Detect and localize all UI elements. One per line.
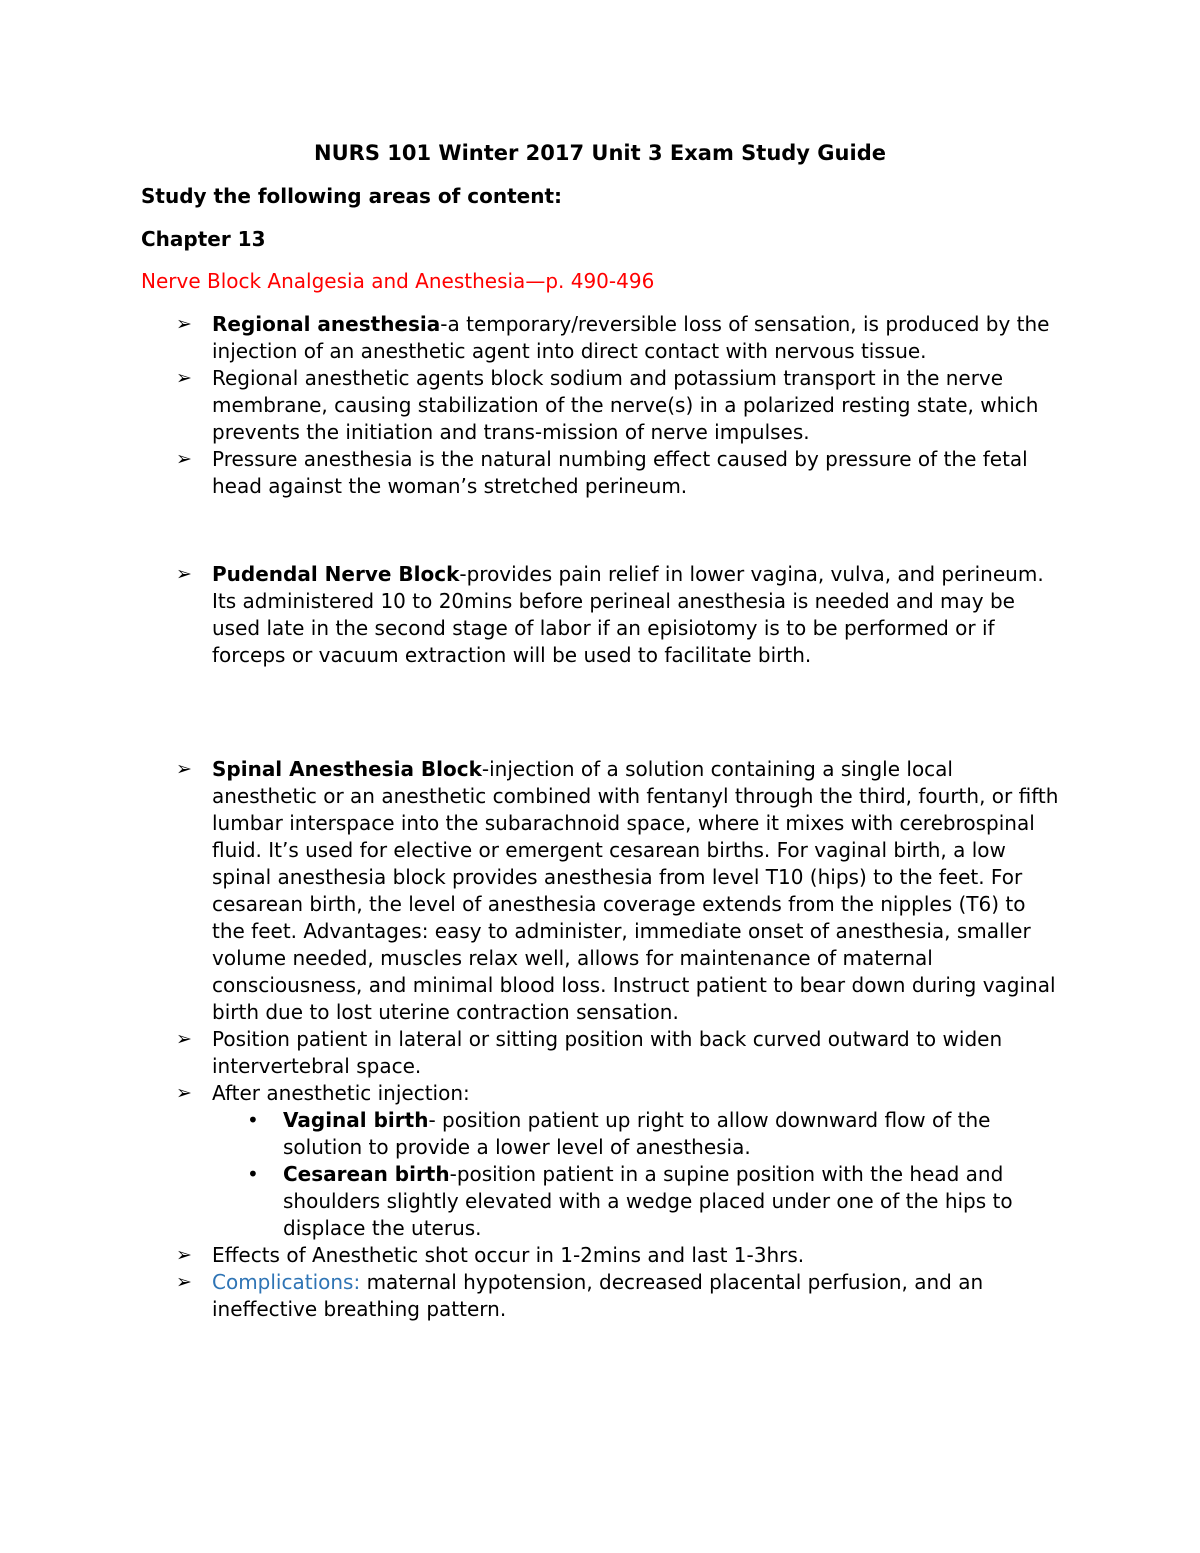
item-text: After anesthetic injection:: [212, 1081, 470, 1105]
item-text: maternal hypotension, decreased placental perfusion, and an ineffective breathing pattern.: [212, 1270, 984, 1321]
arrow-bullet-icon: ➢: [176, 563, 192, 585]
term-label: Spinal Anesthesia Block: [212, 757, 482, 781]
sub-list: [212, 1107, 1062, 1242]
item-text: -injection of a solution containing a single local anesthetic or an anesthetic combined with fentanyl through the third, fourth, or fifth lumbar interspace into the subarachnoid space, where it mixes with cerebrospinal fluid. It’s used for elective or emergent cesarean births. For vaginal birth, a low spinal anesthesia block provides anesthesia from level T10 (hips) to the feet. For cesarean birth, the level of anesthesia coverage extends from the nipples (T6) to the feet. Advantages: easy to administer, immediate onset of anesthesia, smaller volume needed, muscles relax well, allows for maintenance of maternal consciousness, and minimal blood loss. Instruct patient to bear down during vaginal birth due to lost uterine contraction sensation.: [212, 757, 1059, 1024]
arrow-bullet-icon: ➢: [176, 313, 192, 335]
arrow-bullet-icon: ➢: [176, 448, 192, 470]
list-item: [0, 446, 1062, 500]
list-item: [0, 311, 1062, 365]
bullet-list-pudendal: [0, 561, 1200, 669]
bullet-list-regional: [0, 311, 1200, 500]
list-item: [0, 1242, 1062, 1269]
document-title: NURS 101 Winter 2017 Unit 3 Exam Study Guide: [314, 141, 886, 165]
complications-label: Complications:: [212, 1270, 361, 1294]
list-item: [0, 561, 1062, 669]
item-text: -a temporary/reversible loss of sensation, is produced by the injection of an anesthetic agent into direct contact with nervous tissue.: [212, 312, 1050, 363]
arrow-bullet-icon: ➢: [176, 1028, 192, 1050]
list-item: [0, 1080, 1062, 1242]
list-item: [0, 1026, 1062, 1080]
item-text: Regional anesthetic agents block sodium and potassium transport in the nerve membrane, causing stabilization of the nerve(s) in a polarized resting state, which prevents the initiation and trans-mission of nerve impulses.: [212, 366, 1039, 444]
term-label: Vaginal birth: [283, 1108, 429, 1132]
item-text: -provides pain relief in lower vagina, vulva, and perineum. Its administered 10 to 20mins before perineal anesthesia is needed and may be used late in the second stage of labor if an episiotomy is to be performed or if forceps or vacuum extraction will be used to facilitate birth.: [212, 562, 1044, 667]
arrow-bullet-icon: ➢: [176, 1082, 192, 1104]
arrow-bullet-icon: ➢: [176, 758, 192, 780]
term-label: Cesarean birth: [283, 1162, 450, 1186]
sub-list-item: [212, 1161, 1053, 1242]
item-text: - position patient up right to allow downward flow of the solution to provide a lower level of anesthesia.: [283, 1108, 991, 1159]
sub-list-item: [212, 1107, 1053, 1161]
arrow-bullet-icon: ➢: [176, 1271, 192, 1293]
intro-heading: Study the following areas of content:: [141, 184, 563, 208]
item-text: Position patient in lateral or sitting position with back curved outward to widen intervertebral space.: [212, 1027, 1003, 1078]
item-text: Effects of Anesthetic shot occur in 1-2mins and last 1-3hrs.: [212, 1243, 805, 1267]
term-label: Regional anesthesia: [212, 312, 441, 336]
item-text: Pressure anesthesia is the natural numbing effect caused by pressure of the fetal head against the woman’s stretched perineum.: [212, 447, 1028, 498]
chapter-heading: Chapter 13: [141, 227, 266, 251]
dot-bullet-icon: •: [247, 1108, 259, 1132]
list-item: [0, 365, 1062, 446]
bullet-list-spinal: [0, 756, 1200, 1323]
arrow-bullet-icon: ➢: [176, 367, 192, 389]
section-heading: Nerve Block Analgesia and Anesthesia—p. 490-496: [141, 269, 655, 293]
list-item: [0, 756, 1062, 1026]
item-text: -position patient in a supine position with the head and shoulders slightly elevated with a wedge placed under one of the hips to displace the uterus.: [283, 1162, 1013, 1240]
list-item: [0, 1269, 1062, 1323]
arrow-bullet-icon: ➢: [176, 1244, 192, 1266]
dot-bullet-icon: •: [247, 1162, 259, 1186]
term-label: Pudendal Nerve Block: [212, 562, 460, 586]
